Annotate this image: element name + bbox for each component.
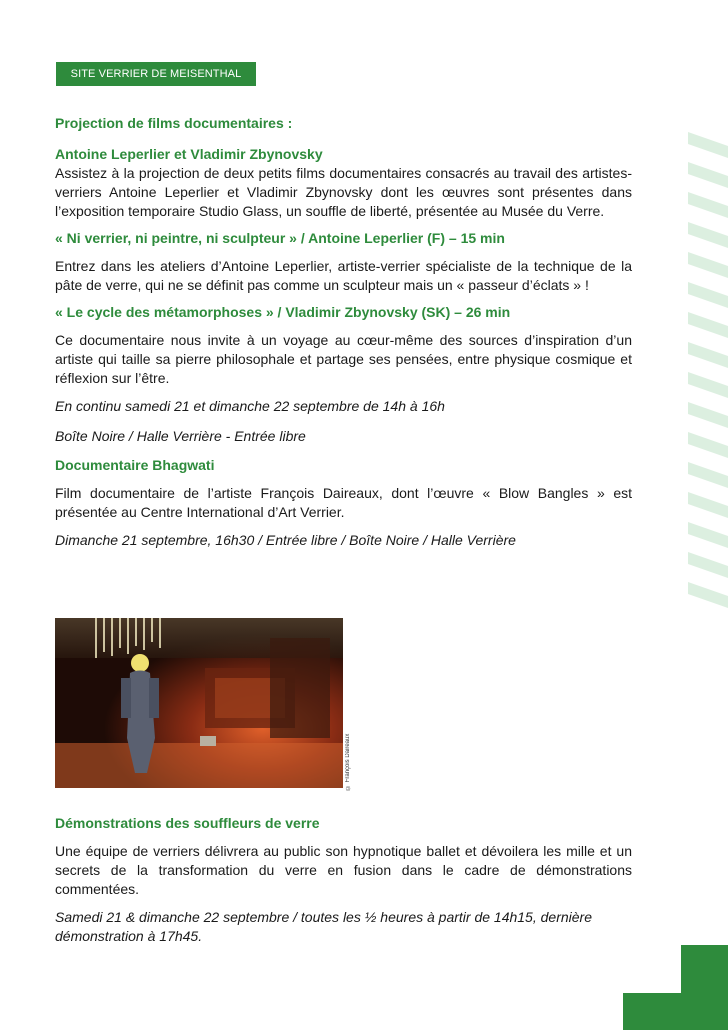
section-title-bhagwati: Documentaire Bhagwati (55, 457, 215, 473)
bhagwati-info: Dimanche 21 septembre, 16h30 / Entrée libre / Boîte Noire / Halle Verrière (55, 532, 516, 548)
film2-title: « Le cycle des métamorphoses » / Vladimir Zbynovsky (SK) – 26 min (55, 304, 511, 320)
films-schedule: En continu samedi 21 et dimanche 22 septembre de 14h à 16h (55, 398, 445, 414)
photo-credit: © François Daireaux (345, 733, 351, 790)
section-subtitle-artists: Antoine Leperlier et Vladimir Zbynovsky (55, 146, 323, 162)
film1-title: « Ni verrier, ni peintre, ni sculpteur » / Antoine Leperlier (F) – 15 min (55, 230, 505, 246)
documentary-photo (55, 618, 343, 788)
demonstrations-text: Une équipe de verriers délivrera au public son hypnotique ballet et dévoilera les mille et un secrets de la transformation du verre en fusion dans le cadre de démonstrations commentées. (55, 843, 632, 897)
film1-text: Entrez dans les ateliers d’Antoine Leperlier, artiste-verrier spécialiste de la technique de la pâte de verre, qui ne se définit pas comme un sculpteur mais un « passeur d’éclats » ! (55, 258, 632, 293)
demonstrations-section (55, 814, 632, 946)
section-tag: SITE VERRIER DE MEISENTHAL (56, 62, 256, 86)
films-location: Boîte Noire / Halle Verrière - Entrée libre (55, 428, 306, 444)
decorative-stripes (688, 128, 728, 618)
decorative-corner (623, 925, 728, 1030)
films-intro: Assistez à la projection de deux petits films documentaires consacrés au travail des artistes-verriers Antoine Leperlier et Vladimir Zbynovsky dont les œuvres sont présentes dans l’exposition temporaire Studio Glass, un souffle de liberté, présentée au Musée du Verre. (55, 165, 632, 219)
film2-text: Ce documentaire nous invite à un voyage au cœur-même des sources d’inspiration d’un artiste qui taille sa pierre philosophale et partage ses pensées, entre physique cosmique et réflexion sur l’être. (55, 332, 632, 386)
demonstrations-info: Samedi 21 & dimanche 22 septembre / toutes les ½ heures à partir de 14h15, dernière démonstration à 17h45. (55, 909, 592, 944)
bhagwati-text: Film documentaire de l’artiste François Daireaux, dont l’œuvre « Blow Bangles » est présentée au Centre International d’Art Verrier. (55, 485, 632, 520)
section-title-films: Projection de films documentaires : (55, 115, 293, 131)
section-title-demonstrations: Démonstrations des souffleurs de verre (55, 815, 320, 831)
main-content (55, 114, 632, 550)
